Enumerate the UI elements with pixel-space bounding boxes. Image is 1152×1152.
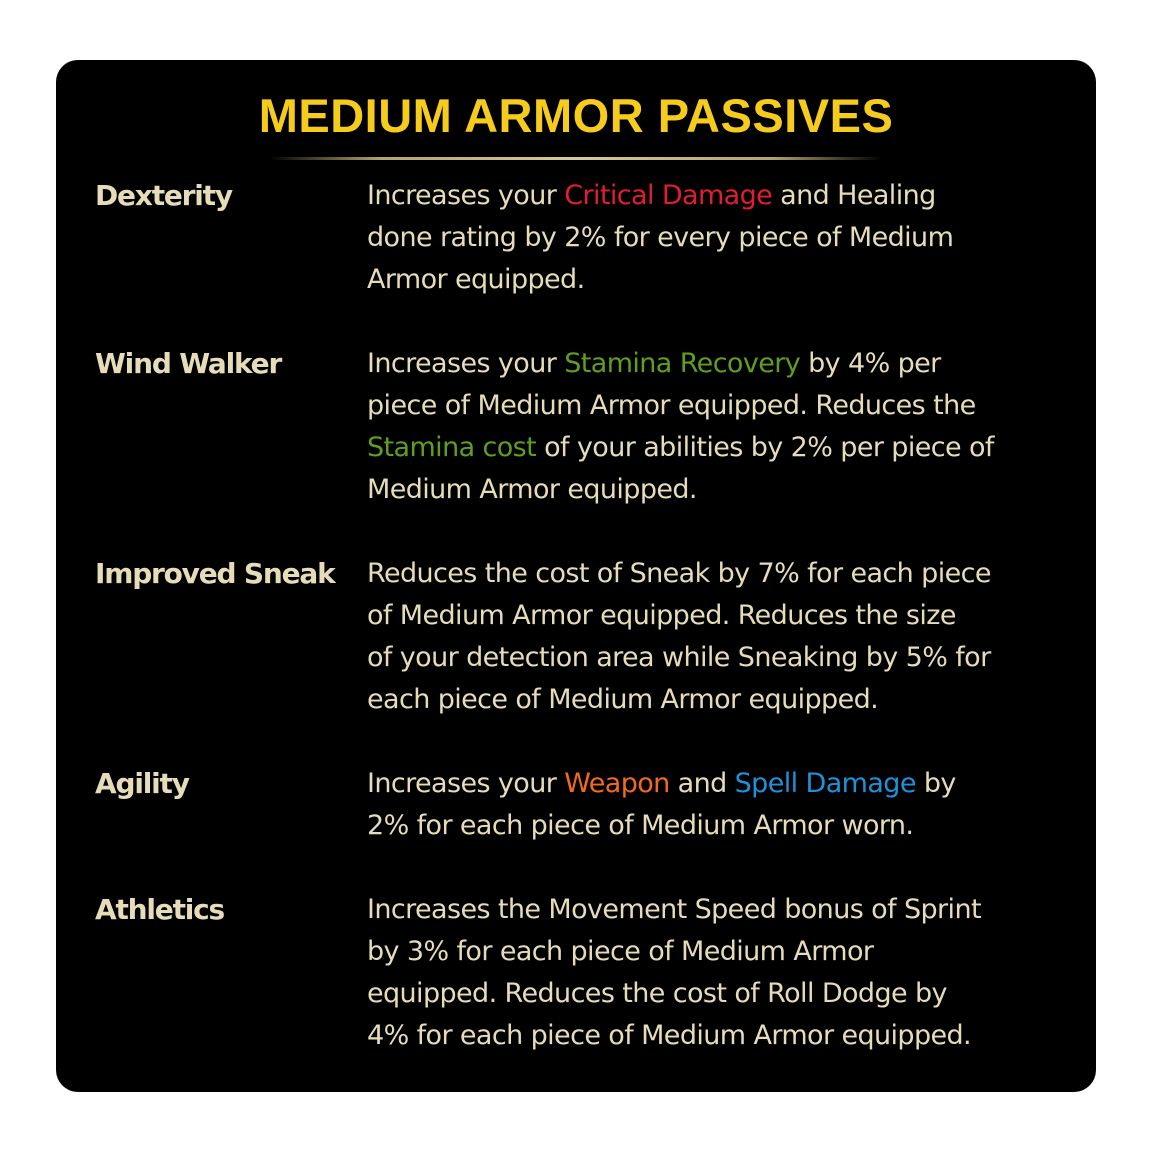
passive-name-dexterity: Dexterity <box>95 179 232 212</box>
desc-line: 4% for each piece of Medium Armor equipped. <box>367 1020 972 1051</box>
stamina-recovery-keyword: Stamina Recovery <box>564 348 801 379</box>
weapon-keyword: Weapon <box>564 768 670 799</box>
desc-line: by 3% for each piece of Medium Armor <box>367 936 874 967</box>
title-divider <box>270 157 882 160</box>
desc-line: of Medium Armor equipped. Reduces the size <box>367 600 956 631</box>
desc-line: Increases the Movement Speed bonus of Sprint <box>367 894 981 925</box>
desc-line: of your detection area while Sneaking by 5% for <box>367 642 991 673</box>
passive-desc-dexterity <box>367 175 1067 301</box>
desc-line: Stamina cost of your abilities by 2% per piece of <box>367 432 994 463</box>
desc-line: Medium Armor equipped. <box>367 474 697 505</box>
critical-damage-keyword: Critical Damage <box>564 180 773 211</box>
passive-desc-agility <box>367 763 1067 847</box>
desc-line: 2% for each piece of Medium Armor worn. <box>367 810 914 841</box>
passive-name-agility: Agility <box>95 767 189 800</box>
passive-name-wind-walker: Wind Walker <box>95 347 282 380</box>
passive-name-improved-sneak: Improved Sneak <box>95 557 335 590</box>
passive-desc-athletics <box>367 889 1067 1057</box>
desc-line: Increases your Stamina Recovery by 4% per <box>367 348 941 379</box>
desc-line: Armor equipped. <box>367 264 585 295</box>
desc-line: done rating by 2% for every piece of Medium <box>367 222 954 253</box>
panel-title: MEDIUM ARMOR PASSIVES <box>258 89 894 142</box>
passive-desc-wind-walker <box>367 343 1067 511</box>
desc-line: Increases your Weapon and Spell Damage by <box>367 768 956 799</box>
spell-damage-keyword: Spell Damage <box>734 768 916 799</box>
desc-line: Reduces the cost of Sneak by 7% for each piece <box>367 558 991 589</box>
passive-desc-improved-sneak <box>367 553 1067 721</box>
passive-name-athletics: Athletics <box>95 893 225 926</box>
stamina-cost-keyword: Stamina cost <box>367 432 537 463</box>
desc-line: Increases your Critical Damage and Healing <box>367 180 936 211</box>
desc-line: piece of Medium Armor equipped. Reduces the <box>367 390 976 421</box>
desc-line: equipped. Reduces the cost of Roll Dodge by <box>367 978 947 1009</box>
desc-line: each piece of Medium Armor equipped. <box>367 684 879 715</box>
